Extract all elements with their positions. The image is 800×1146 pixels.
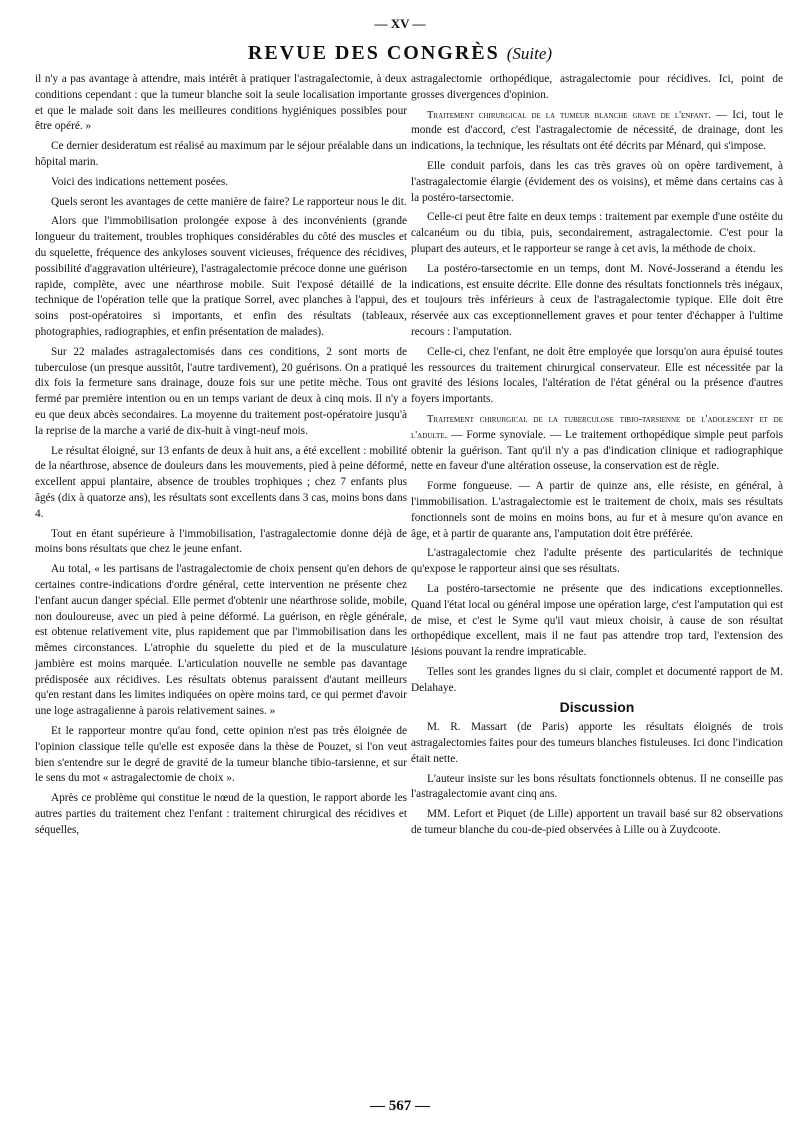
page-header (0, 42, 800, 65)
roman-page-number: — XV — (374, 16, 426, 31)
paragraph: Quels seront les avantages de cette manière de faire? Le rapporteur nous le dit. (51, 195, 407, 208)
paragraph: La postéro-tarsectomie en un temps, dont M. Nové-Josserand a étendu les indications, est ensuite décrite. Elle donne des résultats fonctionnels très inégaux, et toujours très inférieurs à ceux de l'astragalectomie typique. Elle doit être réservée aux cas exceptionnellement graves et pour tenter d'échapper à l'ultime recours : l'amputation. (411, 262, 783, 338)
paragraph: Au total, « les partisans de l'astragalectomie de choix pensent qu'en dehors de certaines contre-indications d'ordre général, cette intervention ne présente chez l'enfant aucun danger spécial. Elle permet d'obtenir une néarthrose solide, mobile, non douloureuse, avec un pied à peine déformé. La guérison, en règle générale, est obtenue relativement vite, plus rapidement que par l'immobilisation dans les mêmes circonstances. L'atrophie du squelette du pied et de la musculature jambière est moins marquée. L'articulation nouvelle ne semble pas davantage prédisposée aux récidives. Les résultats obtenus paraissent d'autant meilleurs qu'en restant dans les limites indiquées on opère moins tard, ce qui permet d'avoir une loge astragalienne à parois relativement saines. » (35, 563, 407, 718)
discussion-heading: Discussion (559, 699, 635, 716)
paragraph: Le résultat éloigné, sur 13 enfants de deux à huit ans, a été excellent : mobilité de la néarthrose, absence de douleurs dans les mouvements, pied à peine déformé, excellent appui plantaire, absence de troubles trophiques ; chez 7 enfants plus âgés (dix à quatorze ans), les résultats sont excellents dans 3 cas, moins bons dans 4. (35, 444, 407, 520)
paragraph: Tout en étant supérieure à l'immobilisation, l'astragalectomie donne déjà de moins bons résultats que chez le jeune enfant. (35, 527, 407, 556)
section-text: — Forme synoviale. — Le traitement orthopédique simple peut parfois obtenir la guérison. Tant qu'il n'y a pas d'indication clinique et radiographique nette en faveur d'une altération osseuse, la conservation est de règle. (411, 428, 783, 473)
section-text: — Ici, tout le monde est d'accord, c'est l'astragalectomie de nécessité, de drainage, dont les indications, la technique, les résultats ont été décrits par Ménard, qui s'impose. (411, 108, 783, 153)
paragraph: M. R. Massart (de Paris) apporte les résultats éloignés de trois astragalectomies faites pour des tumeurs blanches fistuleuses. Ici donc l'indication était nette. (411, 721, 783, 765)
left-column (35, 72, 407, 843)
section-heading: Traitement chirurgical de la tuberculose tibio-tarsienne de l'adolescent et de l'adulte. (411, 413, 783, 441)
paragraph: L'auteur insiste sur les bons résultats fonctionnels obtenus. Il ne conseille pas l'astragalectomie avant cinq ans. (411, 772, 783, 801)
paragraph: Et le rapporteur montre qu'au fond, cette opinion n'est pas très éloignée de l'opinion classique telle qu'elle est exposée dans la thèse de Pouzet, si l'on veut bien s'entendre sur le degré de gravité de la tumeur blanche tibio-tarsienne, et sur le sens du mot « astragalectomie de choix ». (35, 725, 407, 785)
paragraph: Celle-ci peut être faite en deux temps : traitement par exemple d'une ostéite du calcanéum ou du tibia, puis, secondairement, astragalectomie. C'est pour la plupart des auteurs, et le rapporteur se range à cet avis, la méthode de choix. (411, 211, 783, 255)
paragraph: Elle conduit parfois, dans les cas très graves où on opère tardivement, à l'astragalectomie élargie (évidement des os voisins), et même dans certains cas à la postéro-tarsectomie. (411, 159, 783, 204)
paragraph: Voici des indications nettement posées. (51, 175, 229, 188)
paragraph: Alors que l'immobilisation prolongée expose à des inconvénients (grande longueur du traitement, troubles trophiques considérables du côté des muscles et du squelette, fréquence des ankyloses souvent vicieuses, fréquence des récidives, possibilité d'aggravation ultérieure), l'astragalectomie précoce donne une guérison rapide, complète, avec une néarthrose mobile. Suit l'exposé détaillé de la technique de l'opération telle que la pratique Sorrel, avec planches à l'appui, des soins post-opératoires si importants, et enfin des résultats (tableaux, photographies, radiographies, et enfin présentation de malades). (35, 215, 407, 338)
paragraph: astragalectomie orthopédique, astragalectomie pour récidives. Ici, point de grosses divergences d'opinion. (411, 73, 783, 101)
section-adulte (411, 412, 783, 475)
paragraph: il n'y a pas avantage à attendre, mais intérêt à pratiquer l'astragalectomie, à deux conditions cependant : que la tumeur blanche soit la seule localisation importante et que le malade soit dans les meilleures conditions hygiéniques possibles pour être opéré. » (35, 73, 407, 133)
paragraph: Après ce problème qui constitue le nœud de la question, le rapport aborde les autres parties du traitement chez l'enfant : traitement chirurgical des récidives et séquelles, (35, 792, 407, 836)
journal-suite: (Suite) (506, 44, 553, 63)
section-tumeur-grave (411, 108, 783, 155)
journal-title: REVUE DES CONGRÈS (247, 42, 500, 64)
page-number: — 567 — (370, 1098, 430, 1114)
paragraph: Telles sont les grandes lignes du si clair, complet et documenté rapport de M. Delahaye. (411, 665, 783, 694)
paragraph: Sur 22 malades astragalectomisés dans ces conditions, 2 sont morts de tuberculose (un presque aussitôt, l'autre tardivement), 20 guérisons. On a pratiqué dix fois la fermeture sans drainage, douze fois sur une petite mèche. Tous ont fermé par première intention ou en un temps variant de deux à cinq mois. Il n'y a eu que deux abcès secondaires. La moyenne du traitement post-opératoire jusqu'à la reprise de la marche a varié de dix-huit à vingt-neuf mois. (35, 345, 407, 437)
section-heading: Traitement chirurgical de la tumeur blanche grave de l'enfant. (427, 109, 711, 121)
right-column (411, 72, 783, 843)
paragraph: Forme fongueuse. — A partir de quinze ans, elle résiste, en général, à l'immobilisation. L'astragalectomie est le traitement de choix, mais ses résultats fonctionnels sont de moins en moins bons, au fur et à mesure qu'on avance en âge, et à partir de quarante ans, l'amputation doit être préférée. (411, 480, 783, 540)
paragraph: La postéro-tarsectomie ne présente que des indications exceptionnelles. Quand l'état local ou général impose une opération large, c'est l'amputation qui est de mise, et c'est le Syme qu'il vaut mieux choisir, à cause de son résultat orthopédique excellent, mais il ne faut pas attendre trop tard, l'extension des lésions pouvant la rendre impraticable. (411, 582, 783, 659)
paragraph: Celle-ci, chez l'enfant, ne doit être employée que lorsqu'on aura épuisé toutes les ressources du traitement chirurgical conservateur. Elle est nécessitée par la gravité des lésions locales, l'altération de l'état général ou la présence d'autres foyers importants. (411, 345, 783, 406)
paragraph: Ce dernier desideratum est réalisé au maximum par le séjour préalable dans un hôpital marin. (35, 140, 407, 168)
paragraph: MM. Lefort et Piquet (de Lille) apportent un travail basé sur 82 observations de tumeur blanche du cou-de-pied observées à Lille ou à Zuydcoote. (411, 808, 783, 837)
paragraph: L'astragalectomie chez l'adulte présente des particularités de technique qu'expose le rapporteur ainsi que ses résultats. (411, 547, 783, 576)
